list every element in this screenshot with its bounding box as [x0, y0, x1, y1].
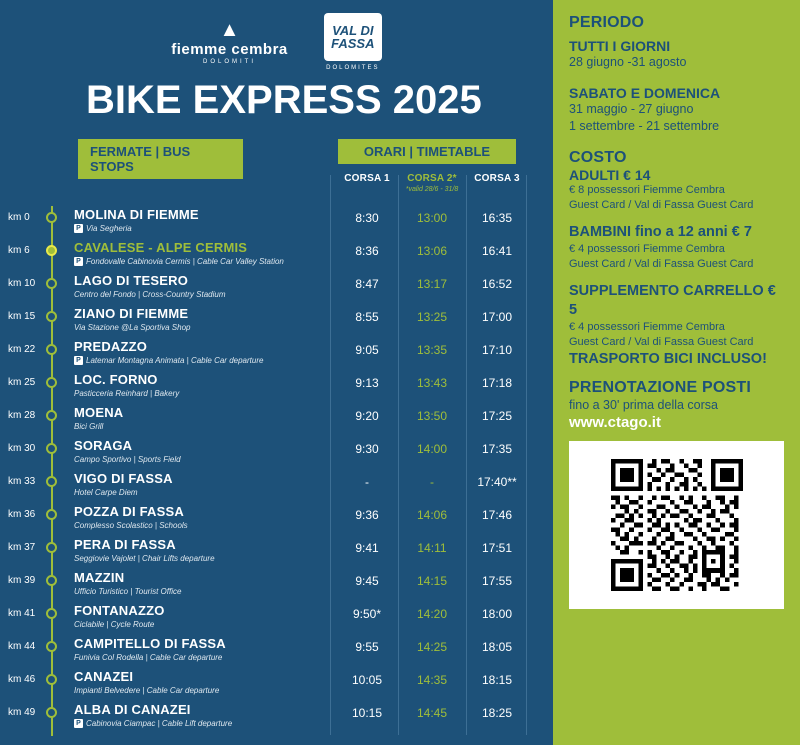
time-corsa1: 8:36: [355, 244, 379, 258]
info-trasporto-bici: TRASPORTO BICI INCLUSO!: [569, 351, 767, 367]
time-corsa3: 16:35: [481, 211, 513, 225]
time-corsa3: 17:46: [481, 508, 513, 522]
time-corsa3: 18:15: [481, 673, 513, 687]
stop-marker-icon: [46, 245, 57, 256]
stop-info: [74, 339, 324, 366]
row-km: km 22: [8, 344, 36, 355]
table-row[interactable]: [0, 702, 553, 735]
stop-name: MOENA: [74, 405, 124, 420]
time-corsa2: 13:06: [416, 244, 448, 258]
parking-icon: P: [74, 257, 83, 266]
table-row[interactable]: [0, 504, 553, 537]
info-everyday-dates: 28 giugno -31 agosto: [569, 55, 687, 69]
stop-desc: P Cabinovia Ciampac | Cable Lift departure: [74, 718, 324, 729]
stop-desc: Ciclabile | Cycle Route: [74, 620, 155, 629]
stop-name: POZZA DI FASSA: [74, 504, 184, 519]
time-corsa3: 17:18: [481, 376, 513, 390]
time-corsa1: 8:30: [355, 211, 379, 225]
stop-name: LAGO DI TESERO: [74, 273, 189, 288]
info-adulti-sconto-2: Guest Card / Val di Fassa Guest Card: [569, 199, 754, 211]
logo-bar: [0, 0, 553, 72]
logo-fassa-line2: FASSA: [331, 36, 375, 51]
stop-marker-icon: [46, 575, 57, 586]
stop-marker-icon: [46, 674, 57, 685]
stop-desc: Campo Sportivo | Sports Field: [74, 455, 181, 464]
parking-icon: P: [74, 719, 83, 728]
table-row[interactable]: [0, 537, 553, 570]
stop-name: CAMPITELLO DI FASSA: [74, 636, 226, 651]
time-corsa1: 8:55: [355, 310, 379, 324]
info-periodo-title: PERIODO: [569, 14, 645, 31]
info-panel: [553, 0, 800, 745]
time-corsa2: 14:15: [416, 574, 448, 588]
time-corsa1: 9:36: [355, 508, 379, 522]
time-corsa2: 13:00: [416, 211, 448, 225]
table-row[interactable]: [0, 372, 553, 405]
stop-info: [74, 702, 324, 729]
row-km: km 15: [8, 311, 36, 322]
header-bus-stops: FERMATE | BUS STOPS: [78, 139, 243, 179]
row-km: km 36: [8, 509, 36, 520]
time-corsa1: 9:55: [355, 640, 379, 654]
time-corsa3: 17:51: [481, 541, 513, 555]
stop-info: [74, 405, 324, 432]
time-corsa1: 9:50*: [352, 607, 382, 621]
stop-name: PERA DI FASSA: [74, 537, 176, 552]
info-adulti: ADULTI € 14: [569, 167, 651, 183]
section-headers: [0, 139, 553, 174]
stop-marker-icon: [46, 542, 57, 553]
corsa2-note: *valid 28/6 - 31/8: [405, 186, 459, 193]
table-row[interactable]: [0, 636, 553, 669]
stop-marker-icon: [46, 212, 57, 223]
booking-url[interactable]: www.ctago.it: [569, 414, 661, 431]
logo-fiemme-cembra: [171, 20, 288, 65]
time-corsa1: 9:13: [355, 376, 379, 390]
time-corsa1: -: [365, 475, 369, 489]
header-timetable: ORARI | TIMETABLE: [338, 139, 516, 164]
row-km: km 0: [8, 212, 30, 223]
row-km: km 37: [8, 542, 36, 553]
stop-marker-icon: [46, 377, 57, 388]
stop-marker-icon: [46, 641, 57, 652]
stop-info: [74, 372, 324, 399]
stop-desc: Ufficio Turistico | Tourist Office: [74, 587, 182, 596]
stop-name: VIGO DI FASSA: [74, 471, 173, 486]
table-row[interactable]: [0, 240, 553, 273]
stop-info: [74, 306, 324, 333]
time-corsa3: 18:00: [481, 607, 513, 621]
stop-info: [74, 537, 324, 564]
qr-code-container: [569, 441, 784, 609]
info-weekend-dates-2: 1 settembre - 21 settembre: [569, 119, 720, 133]
stop-desc: Funivia Col Rodella | Cable Car departure: [74, 653, 223, 662]
stop-desc: Hotel Carpe Diem: [74, 488, 138, 497]
stop-name: PREDAZZO: [74, 339, 148, 354]
parking-icon: P: [74, 224, 83, 233]
info-prenotazione-title: PRENOTAZIONE POSTI: [569, 379, 751, 396]
stop-marker-icon: [46, 410, 57, 421]
table-row[interactable]: [0, 471, 553, 504]
row-km: km 44: [8, 641, 36, 652]
info-supplemento: SUPPLEMENTO CARRELLO € 5: [569, 283, 776, 318]
time-corsa2: 14:35: [416, 673, 448, 687]
time-corsa2: 14:11: [417, 541, 447, 555]
stop-desc: Centro del Fondo | Cross-Country Stadium: [74, 290, 226, 299]
info-supplemento-sconto-2: Guest Card / Val di Fassa Guest Card: [569, 336, 754, 348]
qr-code[interactable]: [611, 459, 743, 591]
stop-info: [74, 636, 324, 663]
table-row[interactable]: [0, 306, 553, 339]
stop-info: [74, 603, 324, 630]
time-corsa2: 13:17: [416, 277, 448, 291]
time-corsa2: 13:35: [416, 343, 448, 357]
stop-marker-icon: [46, 443, 57, 454]
info-bambini: BAMBINI fino a 12 anni € 7: [569, 224, 752, 240]
stop-desc: Via Stazione @La Sportiva Shop: [74, 323, 191, 332]
row-km: km 39: [8, 575, 36, 586]
stop-marker-icon: [46, 707, 57, 718]
row-km: km 10: [8, 278, 36, 289]
table-row[interactable]: [0, 207, 553, 240]
stop-info: [74, 207, 324, 234]
time-corsa3: 17:25: [481, 409, 513, 423]
stop-info: [74, 669, 324, 696]
stop-info: [74, 504, 324, 531]
time-corsa1: 10:15: [351, 706, 383, 720]
row-km: km 25: [8, 377, 36, 388]
row-km: km 49: [8, 707, 36, 718]
info-supplemento-sconto-1: € 4 possessori Fiemme Cembra: [569, 321, 725, 333]
info-prenotazione-note: fino a 30' prima della corsa: [569, 398, 718, 412]
page-title: BIKE EXPRESS 2025: [86, 78, 482, 122]
row-km: km 41: [8, 608, 36, 619]
time-corsa2: -: [430, 475, 434, 489]
stop-marker-icon: [46, 608, 57, 619]
stop-name: CAVALESE - ALPE CERMIS: [74, 240, 248, 255]
info-adulti-sconto-1: € 8 possessori Fiemme Cembra: [569, 184, 725, 196]
table-row[interactable]: [0, 669, 553, 702]
time-corsa2: 14:06: [416, 508, 448, 522]
time-corsa2: 14:00: [416, 442, 448, 456]
time-corsa1: 9:45: [355, 574, 379, 588]
stop-info: [74, 240, 324, 267]
stop-marker-icon: [46, 509, 57, 520]
pine-tree-icon: ▲: [219, 18, 240, 41]
stop-name: MOLINA DI FIEMME: [74, 207, 199, 222]
stop-info: [74, 273, 324, 300]
stop-marker-icon: [46, 311, 57, 322]
stop-desc: Pasticceria Reinhard | Bakery: [74, 389, 180, 398]
stop-name: CANAZEI: [74, 669, 134, 684]
time-corsa2: 13:50: [416, 409, 448, 423]
time-corsa2: 13:25: [416, 310, 448, 324]
info-bambini-sconto-1: € 4 possessori Fiemme Cembra: [569, 243, 725, 255]
time-corsa3: 18:05: [481, 640, 513, 654]
time-corsa3: 17:40**: [477, 475, 517, 489]
time-corsa1: 8:47: [355, 277, 379, 291]
time-corsa1: 10:05: [351, 673, 383, 687]
row-km: km 46: [8, 674, 36, 685]
logo-fiemme-name: fiemme cembra: [171, 40, 288, 58]
time-corsa2: 14:45: [416, 706, 448, 720]
time-corsa3: 16:41: [481, 244, 513, 258]
row-km: km 6: [8, 245, 30, 256]
stop-name: MAZZIN: [74, 570, 125, 585]
stop-name: ALBA DI CANAZEI: [74, 702, 191, 717]
stop-desc: Bici Grill: [74, 422, 104, 431]
stop-info: [74, 438, 324, 465]
row-km: km 28: [8, 410, 36, 421]
stop-name: LOC. FORNO: [74, 372, 158, 387]
row-km: km 30: [8, 443, 36, 454]
logo-fassa-line1: VAL DI: [332, 23, 374, 38]
stop-name: SORAGA: [74, 438, 133, 453]
column-header-corsa1: CORSA 1: [344, 173, 390, 184]
logo-fassa-caption: DOLOMITES: [326, 65, 380, 71]
stop-marker-icon: [46, 476, 57, 487]
logo-val-di-fassa: [324, 13, 382, 71]
stop-desc: P Via Segheria: [74, 223, 324, 234]
time-corsa1: 9:05: [355, 343, 379, 357]
stop-name: ZIANO DI FIEMME: [74, 306, 189, 321]
time-corsa3: 17:55: [481, 574, 513, 588]
table-row[interactable]: [0, 570, 553, 603]
stop-name: FONTANAZZO: [74, 603, 165, 618]
stop-desc: P Latemar Montagna Animata | Cable Car departure: [74, 355, 324, 366]
info-costo-title: COSTO: [569, 149, 627, 166]
table-row[interactable]: [0, 273, 553, 306]
table-row[interactable]: [0, 603, 553, 636]
info-bambini-sconto-2: Guest Card / Val di Fassa Guest Card: [569, 258, 754, 270]
stop-desc: P Fondovalle Cabinovia Cermis | Cable Car Valley Station: [74, 256, 324, 267]
time-corsa1: 9:30: [355, 442, 379, 456]
column-header-corsa2: CORSA 2* *valid 28/6 - 31/8: [400, 173, 464, 193]
stop-desc: Complesso Scolastico | Schools: [74, 521, 188, 530]
parking-icon: P: [74, 356, 83, 365]
info-weekend-title: SABATO E DOMENICA: [569, 85, 721, 101]
time-corsa3: 18:25: [481, 706, 513, 720]
logo-fiemme-sub: DOLOMITI: [202, 58, 256, 65]
time-corsa1: 9:20: [355, 409, 379, 423]
time-corsa1: 9:41: [355, 541, 379, 555]
time-corsa2: 14:20: [416, 607, 448, 621]
info-weekend-dates-1: 31 maggio - 27 giugno: [569, 102, 694, 116]
table-row[interactable]: [0, 339, 553, 372]
table-row[interactable]: [0, 405, 553, 438]
column-header-corsa3: CORSA 3: [474, 173, 520, 184]
table-row[interactable]: [0, 438, 553, 471]
stops-list: [0, 207, 553, 735]
time-corsa2: 14:25: [416, 640, 448, 654]
stop-info: [74, 570, 324, 597]
stop-desc: Seggiovie Vajolet | Chair Lifts departure: [74, 554, 215, 563]
row-km: km 33: [8, 476, 36, 487]
time-corsa3: 17:10: [481, 343, 513, 357]
stop-marker-icon: [46, 278, 57, 289]
time-corsa3: 17:00: [481, 310, 513, 324]
time-corsa3: 16:52: [481, 277, 513, 291]
time-corsa2: 13:43: [416, 376, 448, 390]
stop-desc: Impianti Belvedere | Cable Car departure: [74, 686, 220, 695]
info-everyday-title: TUTTI I GIORNI: [569, 38, 671, 54]
time-corsa3: 17:35: [481, 442, 513, 456]
stop-info: [74, 471, 324, 498]
stop-marker-icon: [46, 344, 57, 355]
